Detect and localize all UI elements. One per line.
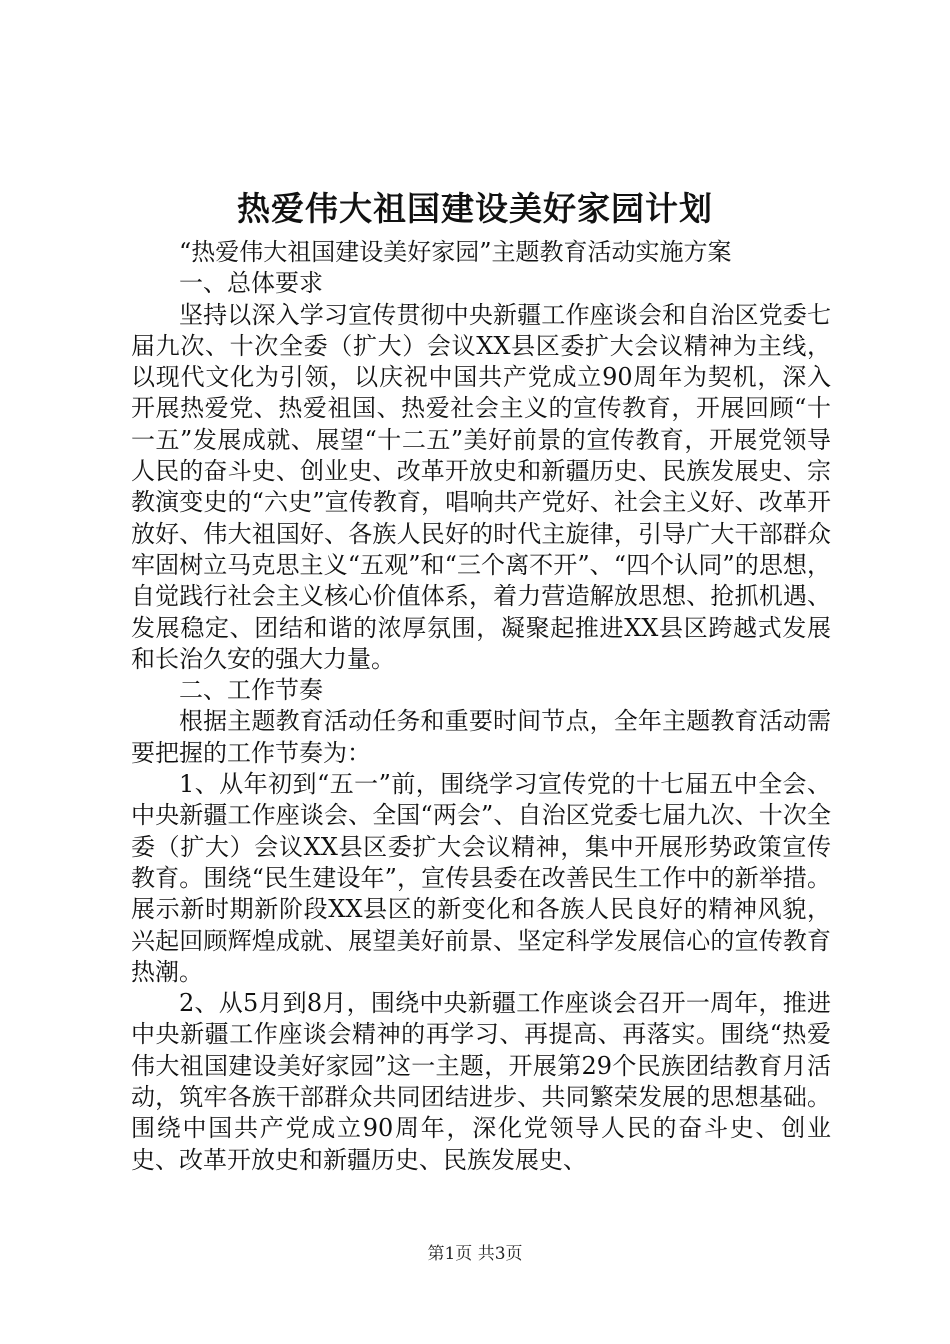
paragraph-work-rhythm-item-1: 1、从年初到“五一”前，围绕学习宣传党的十七届五中全会、中央新疆工作座谈会、全国“两会”、自治区党委七届九次、十次全委（扩大）会议XX县区委扩大会议精神，集中开展形势政策宣传教育。围绕“民生建设年”，宣传县委在改善民生工作中的新举措。展示新时期新阶段XX县区的新变化和各族人民良好的精神风貌，兴起回顾辉煌成就、展望美好前景、坚定科学发展信心的宣传教育热潮。 — [131, 770, 831, 986]
page-footer: 第1页 共3页 — [427, 1244, 523, 1264]
paragraph-work-rhythm-item-2: 2、从5月到8月，围绕中央新疆工作座谈会召开一周年，推进中央新疆工作座谈会精神的再学习、再提高、再落实。围绕“热爱伟大祖国建设美好家园”这一主题，开展第29个民族团结教育月活动，筑牢各族干部群众共同团结进步、共同繁荣发展的思想基础。围绕中国共产党成立90周年，深化党领导人民的奋斗史、创业史、改革开放史和新疆历史、民族发展史、 — [131, 989, 831, 1174]
document-subtitle: “热爱伟大祖国建设美好家园”主题教育活动实施方案 — [179, 238, 732, 266]
document-title: 热爱伟大祖国建设美好家园计划 — [237, 189, 713, 228]
paragraph-general-requirements: 坚持以深入学习宣传贯彻中央新疆工作座谈会和自治区党委七届九次、十次全委（扩大）会议XX县区委扩大会议精神为主线，以现代文化为引领，以庆祝中国共产党成立90周年为契机，深入开展热爱党、热爱祖国、热爱社会主义的宣传教育，开展回顾“十一五”发展成就、展望“十二五”美好前景的宣传教育，开展党领导人民的奋斗史、创业史、改革开放史和新疆历史、民族发展史、宗教演变史的“六史”宣传教育，唱响共产党好、社会主义好、改革开放好、伟大祖国好、各族人民好的时代主旋律，引导广大干部群众牢固树立马克思主义“五观”和“三个离不开”、“四个认同”的思想，自觉践行社会主义核心价值体系，着力营造解放思想、抢抓机遇、发展稳定、团结和谐的浓厚氛围，凝聚起推进XX县区跨越式发展和长治久安的强大力量。 — [131, 300, 831, 673]
section-heading-work-rhythm: 二、工作节奏 — [179, 676, 323, 705]
section-heading-general-requirements: 一、总体要求 — [179, 269, 323, 298]
paragraph-work-rhythm-intro: 根据主题教育活动任务和重要时间节点，全年主题教育活动需要把握的工作节奏为： — [131, 707, 831, 767]
document-body — [131, 237, 831, 1176]
